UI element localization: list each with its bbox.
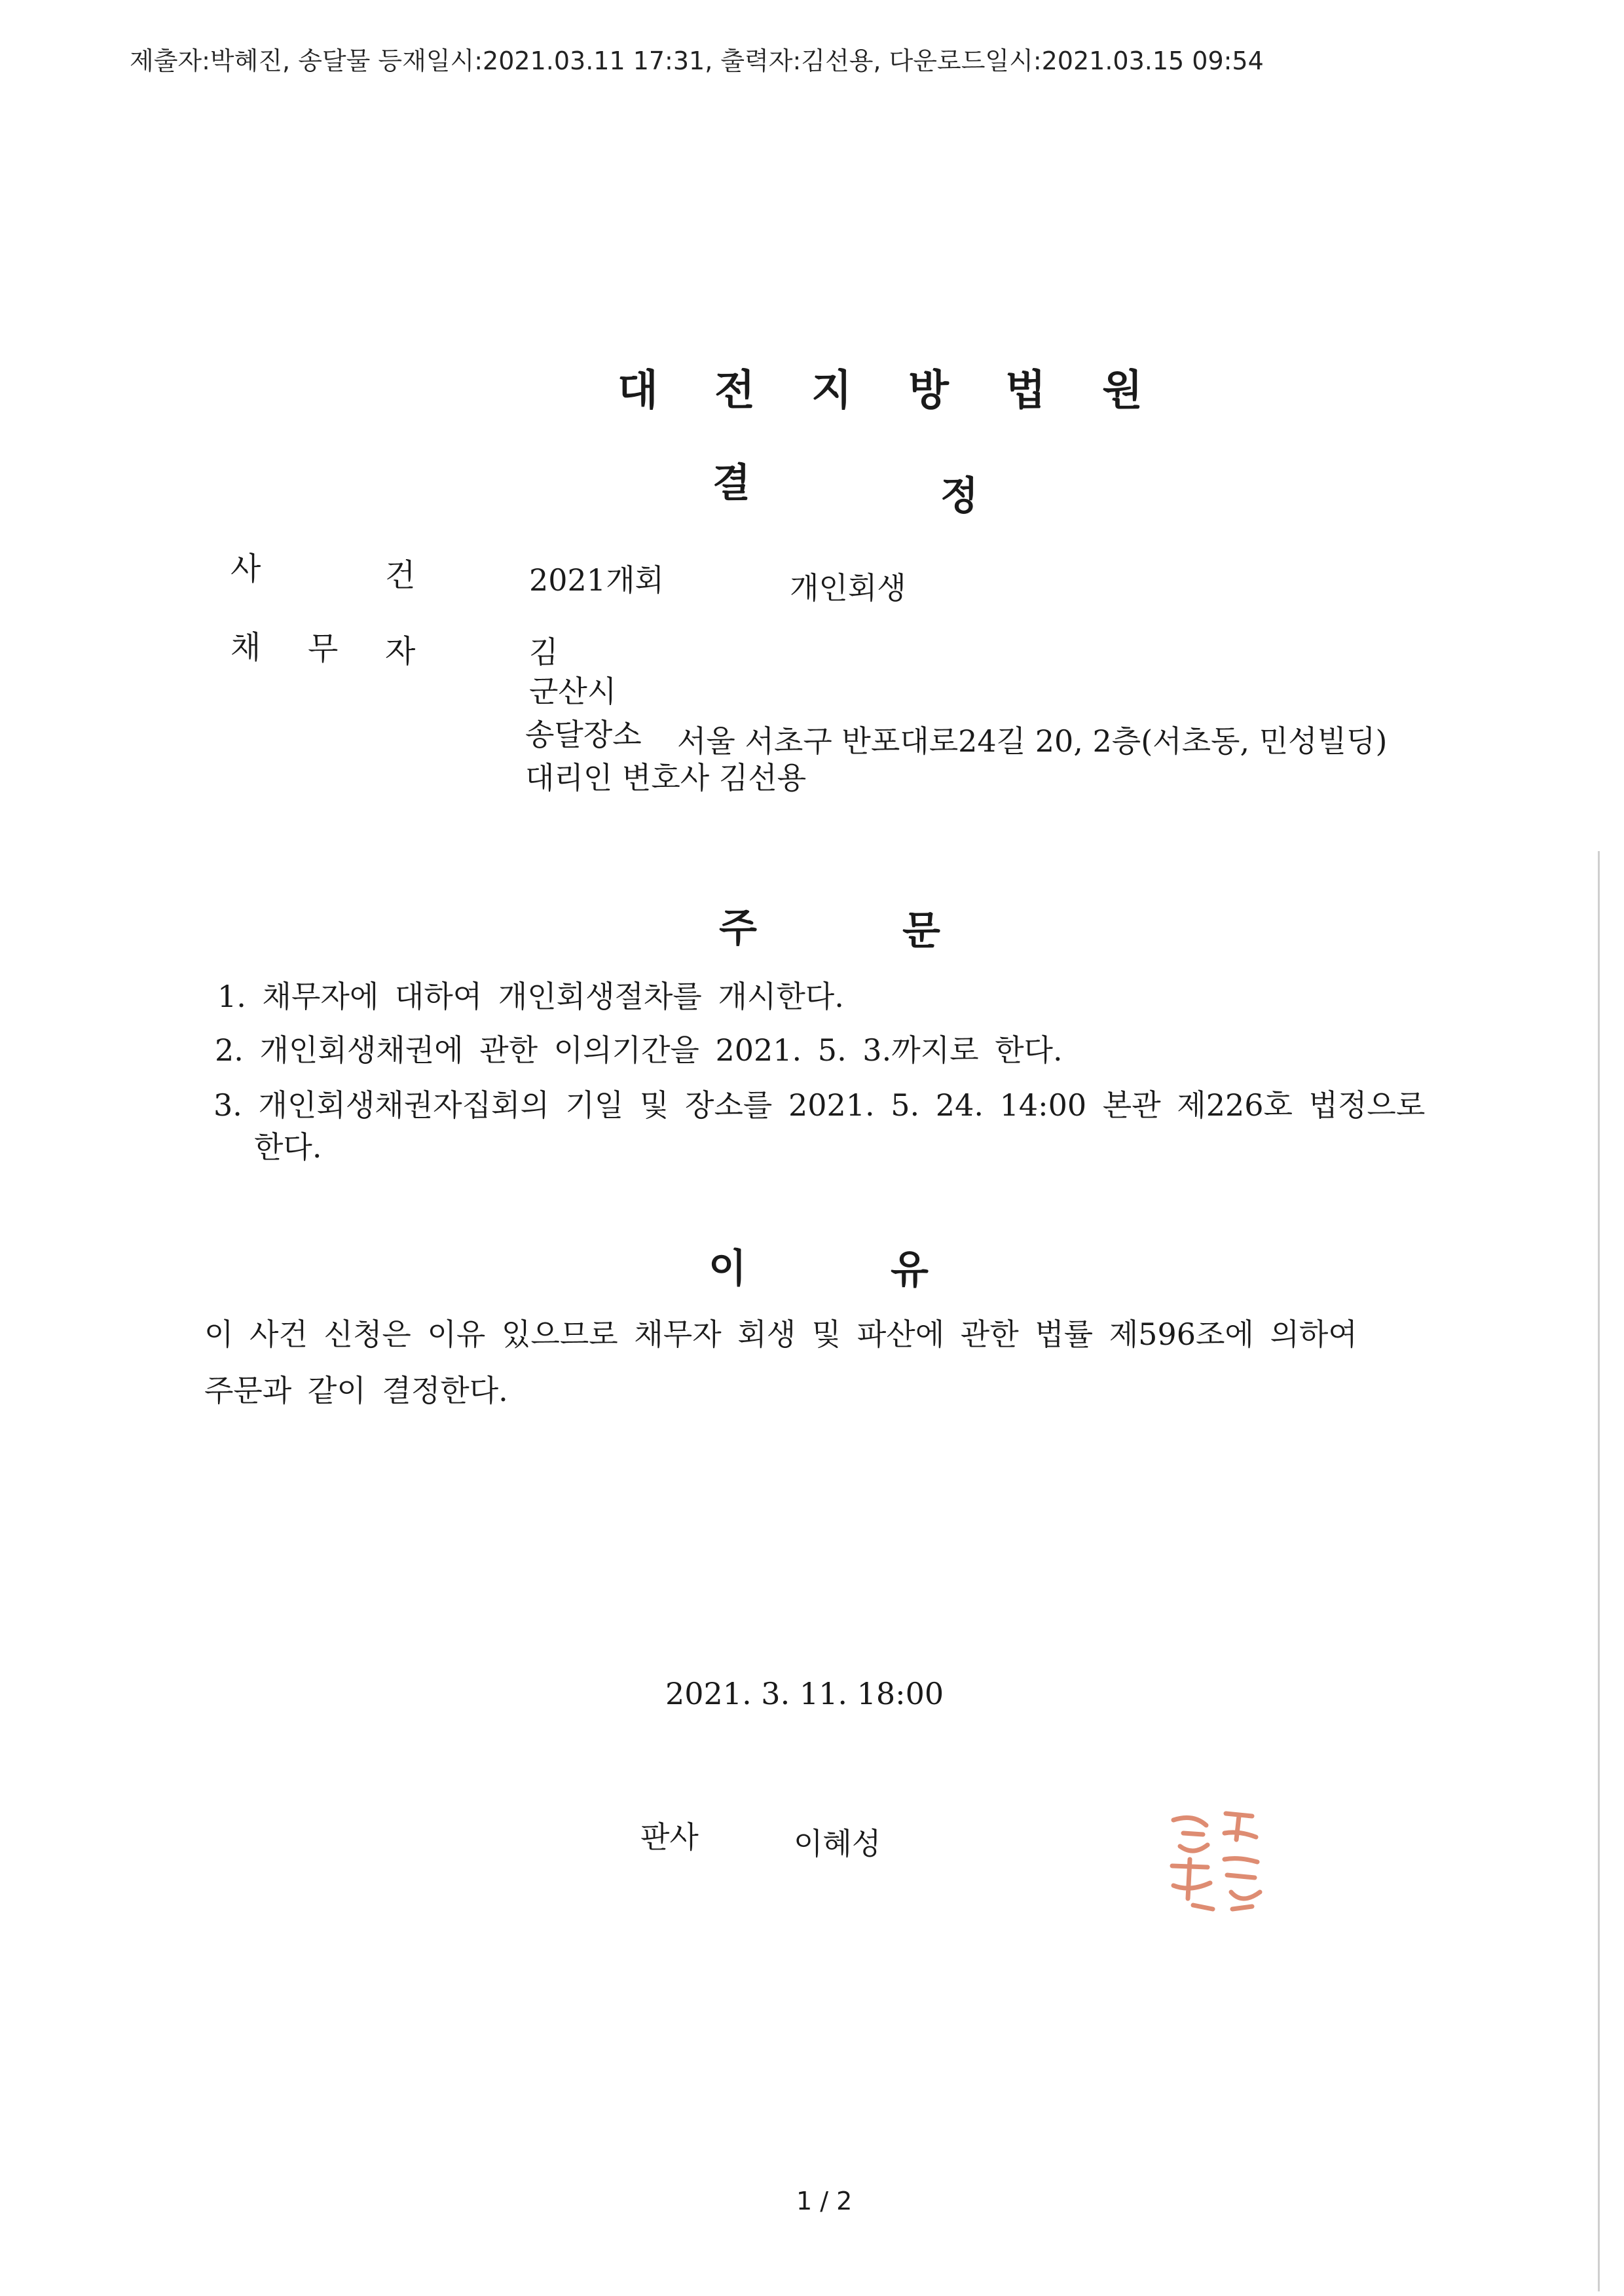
judge-label: 판사 bbox=[640, 1819, 699, 1855]
court-title-char: 전 bbox=[714, 367, 755, 415]
court-title-char: 대 bbox=[618, 367, 658, 415]
order-item-text: 개인회생채권자집회의 기일 및 장소를 2021. 5. 24. 14:00 본관 제226호 법정으로 bbox=[258, 1087, 1426, 1123]
case-number: 2021개회 bbox=[529, 562, 664, 598]
judge-name: 이혜성 bbox=[794, 1826, 881, 1861]
court-title-char: 원 bbox=[1102, 367, 1143, 415]
order-item-number: 2. bbox=[215, 1032, 244, 1068]
court-title-char: 방 bbox=[908, 367, 949, 415]
service-place-label: 송달장소 bbox=[525, 717, 642, 752]
debtor-agent: 대리인 변호사 김선용 bbox=[525, 760, 807, 795]
doc-type-char-1: 결 bbox=[712, 460, 750, 506]
order-item-text: 개인회생채권에 관한 이의기간을 2021. 5. 3.까지로 한다. bbox=[259, 1032, 1063, 1068]
debtor-name: 김 bbox=[529, 634, 559, 670]
order-item-number: 3. bbox=[213, 1087, 242, 1123]
order-item-3-continuation: 한다. bbox=[254, 1129, 322, 1165]
court-title bbox=[589, 357, 1171, 417]
debtor-label-char: 자 bbox=[385, 633, 416, 670]
decision-date: 2021. 3. 11. 18:00 bbox=[665, 1676, 944, 1711]
case-label-char: 건 bbox=[385, 557, 416, 594]
debtor-address: 군산시 bbox=[529, 674, 617, 709]
reason-line-2: 주문과 같이 결정한다. bbox=[204, 1373, 508, 1408]
page-number: 1 / 2 bbox=[796, 2187, 853, 2215]
order-item-2 bbox=[215, 1027, 1063, 1070]
service-address: 서울 서초구 반포대로24길 20, 2층(서초동, 민성빌딩) bbox=[677, 723, 1388, 759]
download-header: 제출자:박혜진, 송달물 등재일시:2021.03.11 17:31, 출력자:김선용, 다운로드일시:2021.03.15 09:54 bbox=[130, 46, 1264, 75]
order-item-text: 채무자에 대하여 개인회생절차를 개시한다. bbox=[262, 979, 844, 1014]
court-title-char: 지 bbox=[811, 367, 852, 415]
order-title-char: 문 bbox=[902, 908, 940, 954]
reason-title-char: 이 bbox=[709, 1246, 747, 1292]
doc-type-char-2: 정 bbox=[940, 473, 978, 519]
order-title-char: 주 bbox=[719, 905, 757, 951]
judge-seal-stamp bbox=[1154, 1794, 1285, 1925]
debtor-label-char: 채 bbox=[231, 629, 261, 666]
reason-line-1: 이 사건 신청은 이유 있으므로 채무자 회생 및 파산에 관한 법률 제596조에 의하여 bbox=[204, 1317, 1357, 1352]
debtor-label-char: 무 bbox=[308, 630, 339, 667]
order-item-1 bbox=[217, 973, 844, 1016]
reason-title-char: 유 bbox=[891, 1247, 929, 1293]
court-title-char: 법 bbox=[1005, 367, 1046, 415]
scan-edge-line bbox=[1598, 851, 1600, 2291]
order-item-number: 1. bbox=[217, 979, 246, 1014]
order-item-3 bbox=[213, 1082, 1425, 1125]
case-label-char: 사 bbox=[231, 551, 261, 587]
case-name: 개인회생 bbox=[790, 570, 906, 606]
